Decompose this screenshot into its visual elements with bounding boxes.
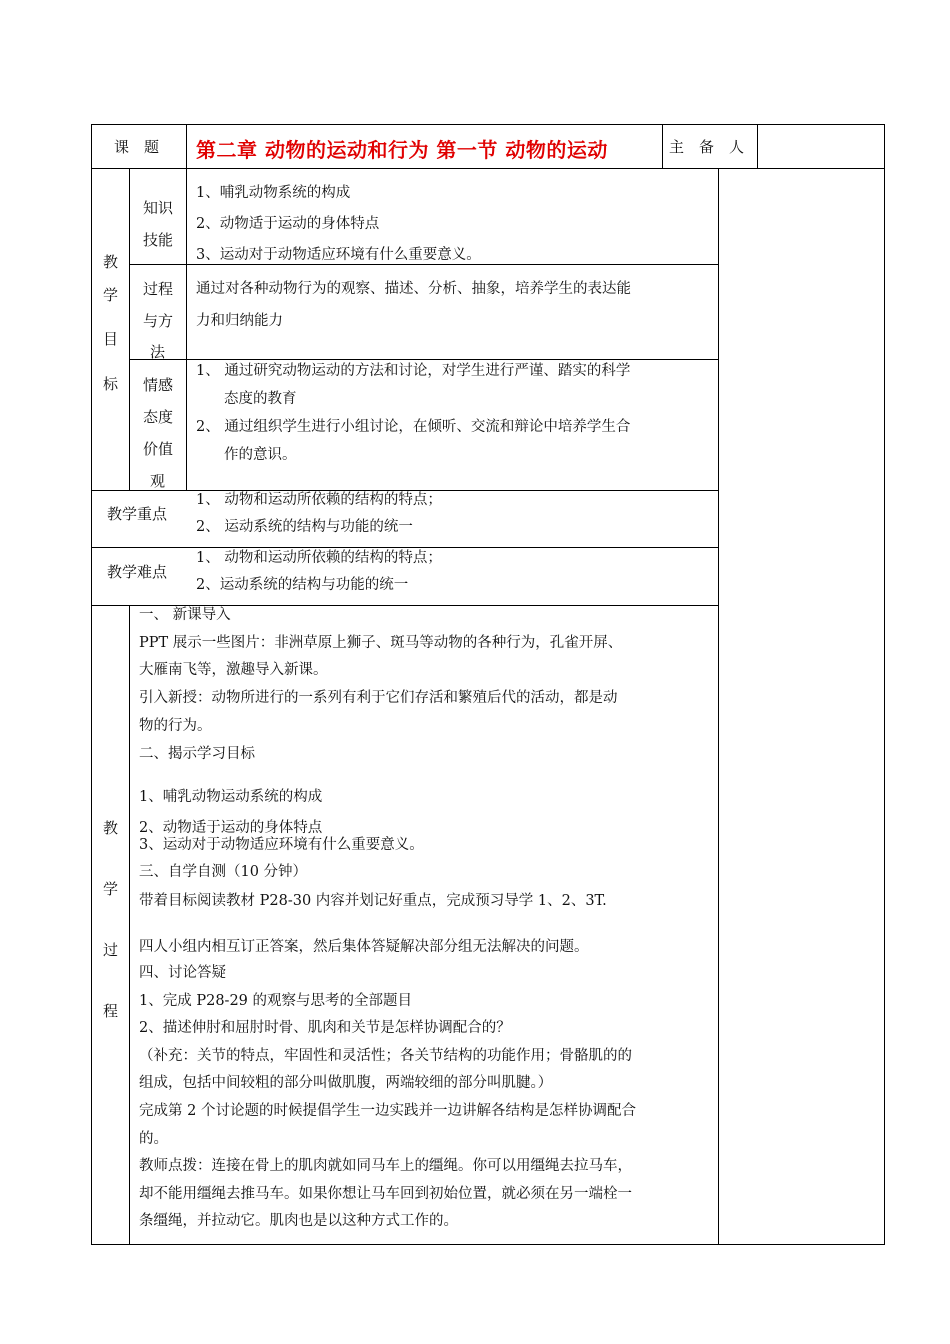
subject-label: 课 题: [114, 138, 160, 156]
process-line: 教师点拨：连接在骨上的肌肉就如同马车上的缰绳。你可以用缰绳去拉马车，: [139, 1158, 632, 1174]
difficulties-label: 教学难点: [107, 563, 168, 581]
header-divider-2: [662, 124, 663, 169]
header-row-bottom: [91, 168, 885, 169]
knowledge-item: 1、哺乳动物系统的构成: [196, 185, 351, 201]
table-border-left: [91, 124, 92, 1245]
objectives-label-char: 学: [103, 286, 119, 304]
process-line: 一、 新课导入: [139, 607, 231, 623]
table-border-top: [91, 124, 885, 125]
table-border-bottom: [91, 1244, 885, 1245]
process-line: 2、描述伸肘和屈肘时骨、肌肉和关节是怎样协调配合的？: [139, 1020, 511, 1036]
process-method-label-line: 法: [150, 343, 166, 361]
process-line: 大雁南飞等，激趣导入新课。: [139, 662, 328, 678]
process-label-char: 过: [103, 941, 119, 959]
objectives-label-char: 标: [103, 375, 119, 393]
process-line: 却不能用缰绳去推马车。如果你想让马车回到初始位置，就必须在另一端栓一: [139, 1186, 632, 1202]
process-line: PPT 展示一些图片：非洲草原上狮子、斑马等动物的各种行为，孔雀开屏、: [139, 635, 623, 651]
knowledge-item: 2、动物适于运动的身体特点: [196, 216, 380, 232]
emotion-line: 态度的教育: [224, 391, 297, 407]
emotion-line: 2、 通过组织学生进行小组讨论，在倾听、交流和辩论中培养学生合: [196, 419, 631, 435]
process-line: 三、自学自测（10 分钟）: [139, 864, 308, 880]
process-row-bottom: [129, 359, 719, 360]
process-line: 四人小组内相互订正答案，然后集体答疑解决部分组无法解决的问题。: [139, 939, 589, 955]
process-line: 完成第 2 个讨论题的时候提倡学生一边实践并一边讲解各结构是怎样协调配合: [139, 1103, 636, 1119]
process-line: 1、哺乳动物运动系统的构成: [139, 789, 323, 805]
header-divider-1: [186, 124, 187, 169]
header-divider-3: [757, 124, 758, 169]
key-points-label: 教学重点: [107, 505, 168, 523]
process-line: 条缰绳，并拉动它。肌肉也是以这种方式工作的。: [139, 1213, 458, 1229]
process-method-line: 通过对各种动物行为的观察、描述、分析、抽象，培养学生的表达能: [196, 281, 631, 297]
key-point-item: 1、 动物和运动所依赖的结构的特点；: [196, 492, 442, 508]
table-border-right: [884, 124, 885, 1245]
emotion-label-line: 观: [150, 472, 166, 490]
knowledge-item: 3、运动对于动物适应环境有什么重要意义。: [196, 247, 481, 263]
process-line: 2、动物适于运动的身体特点: [139, 820, 323, 836]
process-line: 1、完成 P28-29 的观察与思考的全部题目: [139, 993, 412, 1009]
process-method-line: 力和归纳能力: [196, 313, 283, 329]
preparer-label: 主 备 人: [669, 138, 745, 156]
emotion-label-line: 情感: [143, 376, 174, 394]
content-right-border: [718, 168, 719, 1245]
process-line: 四、讨论答疑: [139, 965, 226, 981]
process-line: 二、揭示学习目标: [139, 746, 255, 762]
process-line: 的。: [139, 1131, 168, 1147]
key-point-item: 2、 运动系统的结构与功能的统一: [196, 519, 413, 535]
objectives-label-char: 教: [103, 253, 119, 271]
lesson-title: 第二章 动物的运动和行为 第一节 动物的运动: [196, 138, 608, 162]
emotion-line: 作的意识。: [224, 447, 297, 463]
process-line: （补充：关节的特点，牢固性和灵活性；各关节结构的功能作用；骨骼肌的的: [139, 1048, 632, 1064]
knowledge-label-line: 技能: [143, 231, 174, 249]
process-line: 引入新授：动物所进行的一系列有利于它们存活和繁殖后代的活动，都是动: [139, 690, 618, 706]
process-label-divider: [129, 605, 130, 1245]
process-line: 带着目标阅读教材 P28-30 内容并划记好重点，完成预习导学 1、2、3T.: [139, 893, 607, 909]
emotion-line: 1、 通过研究动物运动的方法和讨论，对学生进行严谨、踏实的科学: [196, 363, 631, 379]
process-method-label-line: 过程: [143, 280, 174, 298]
knowledge-label-line: 知识: [143, 199, 174, 217]
process-line: 组成，包括中间较粗的部分叫做肌腹，两端较细的部分叫肌腱。）: [139, 1075, 553, 1091]
process-line: 物的行为。: [139, 718, 212, 734]
process-label-char: 教: [103, 819, 119, 837]
objectives-label-char: 目: [103, 330, 119, 348]
process-label-char: 学: [103, 880, 119, 898]
process-label-char: 程: [103, 1002, 119, 1020]
process-line: 3、运动对于动物适应环境有什么重要意义。: [139, 837, 424, 853]
difficulty-item: 2、运动系统的结构与功能的统一: [196, 577, 409, 593]
emotion-label-line: 价值: [143, 440, 174, 458]
difficulty-item: 1、 动物和运动所依赖的结构的特点；: [196, 550, 442, 566]
objectives-sublabel-divider-left: [129, 168, 130, 491]
process-method-label-line: 与方: [143, 312, 174, 330]
emotion-label-line: 态度: [143, 408, 174, 426]
objectives-sublabel-divider-right: [186, 168, 187, 491]
